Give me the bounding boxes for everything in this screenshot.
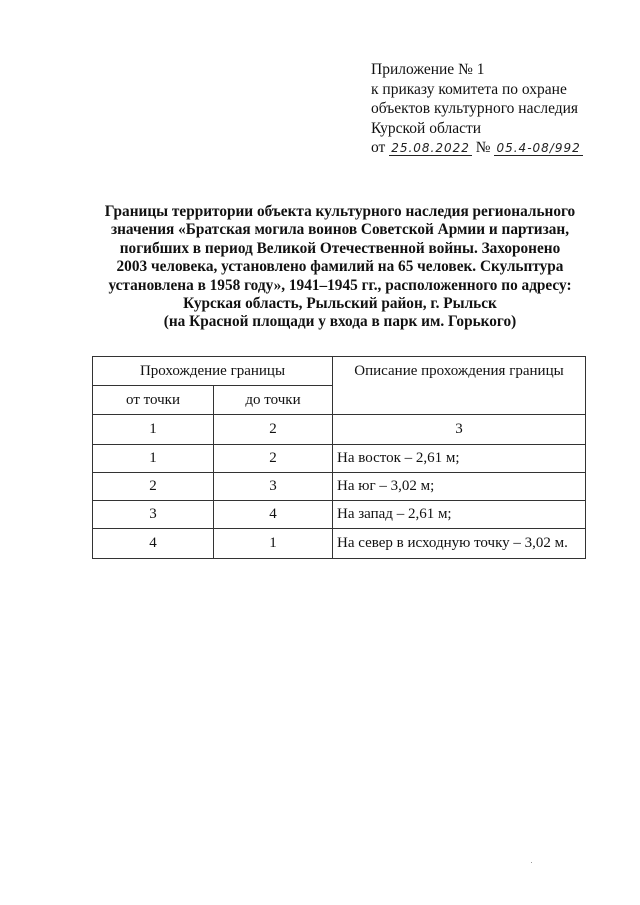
table-row bbox=[93, 445, 586, 473]
title-line: Границы территории объекта культурного наследия регионального bbox=[104, 203, 576, 220]
approval-line: Курской области bbox=[371, 119, 482, 137]
col-number: 2 bbox=[214, 415, 333, 445]
cell-from: 4 bbox=[93, 529, 214, 559]
boundary-table bbox=[92, 356, 586, 559]
cell-from: 1 bbox=[93, 445, 214, 473]
cell-desc: На север в исходную точку – 3,02 м. bbox=[333, 529, 586, 559]
handwritten-number: 05.4-08/992 bbox=[496, 141, 581, 155]
cell-to: 4 bbox=[214, 501, 333, 529]
cell-to: 1 bbox=[214, 529, 333, 559]
approval-line: Приложение № 1 bbox=[371, 61, 485, 78]
handwritten-date: 25.08.2022 bbox=[391, 141, 470, 155]
cell-desc: На восток – 2,61 м; bbox=[333, 445, 586, 473]
col-number: 3 bbox=[333, 415, 586, 445]
cell-desc: На юг – 3,02 м; bbox=[333, 473, 586, 501]
title-line: установлена в 1958 году», 1941–1945 гг., расположенного по адресу: bbox=[108, 276, 572, 294]
cell-desc: На запад – 2,61 м; bbox=[333, 501, 586, 529]
title-line: 2003 человека, установлено фамилий на 65 человек. Скульптура bbox=[116, 258, 564, 276]
number-label: № bbox=[475, 139, 491, 156]
header-desc: Описание прохождения границы bbox=[333, 357, 586, 415]
col-number: 1 bbox=[93, 415, 214, 445]
title-line: значения «Братская могила воинов Советской Армии и партизан, bbox=[110, 221, 570, 239]
table-row bbox=[93, 501, 586, 529]
cell-to: 2 bbox=[214, 445, 333, 473]
title-line: погибших в период Великой Отечественной войны. Захоронено bbox=[119, 239, 561, 257]
header-to: до точки bbox=[214, 386, 333, 415]
approval-line: к приказу комитета по охране bbox=[371, 80, 567, 98]
cell-from: 2 bbox=[93, 473, 214, 501]
header-from: от точки bbox=[93, 386, 214, 415]
approval-line: объектов культурного наследия bbox=[371, 100, 579, 117]
title-line: Курская область, Рыльский район, г. Рыльск bbox=[183, 295, 497, 313]
approval-date-line bbox=[371, 138, 583, 158]
cell-to: 3 bbox=[214, 473, 333, 501]
scan-speck bbox=[531, 862, 532, 863]
from-label: от bbox=[371, 139, 386, 156]
header-group: Прохождение границы bbox=[93, 357, 333, 386]
title-line: (на Красной площади у входа в парк им. Горького) bbox=[163, 313, 517, 331]
document-title bbox=[92, 203, 588, 332]
approval-block bbox=[371, 60, 583, 158]
table-row bbox=[93, 529, 586, 559]
table-row bbox=[93, 473, 586, 501]
cell-from: 3 bbox=[93, 501, 214, 529]
